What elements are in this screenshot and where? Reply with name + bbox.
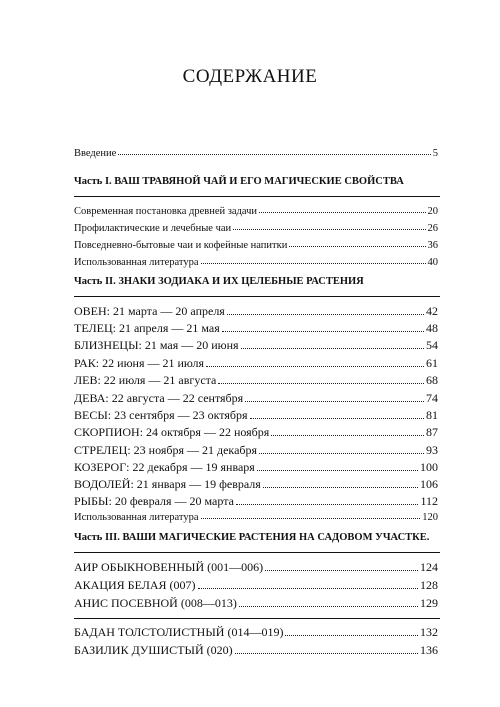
dot-leader	[201, 263, 426, 264]
dot-leader	[259, 453, 424, 454]
dot-leader	[236, 504, 419, 505]
dot-leader	[198, 588, 418, 589]
toc-entry-label: Введение	[74, 148, 117, 159]
toc-entry-label: РАК: 22 июня — 21 июля	[74, 356, 205, 370]
toc-entry[interactable]	[74, 321, 438, 336]
toc-entry[interactable]	[74, 494, 438, 509]
toc-entry-page: 129	[420, 596, 438, 610]
toc-entry-label: АНИС ПОСЕВНОЙ (008—013)	[74, 596, 237, 610]
dot-leader	[259, 212, 425, 213]
dot-leader	[201, 518, 421, 519]
toc-entry-page: 48	[426, 321, 438, 335]
dot-leader	[271, 435, 424, 436]
dot-leader	[233, 229, 425, 230]
toc-entry[interactable]	[74, 578, 438, 593]
toc-entry[interactable]	[74, 240, 438, 251]
toc-entry-page: 54	[426, 338, 438, 352]
toc-entry-page: 26	[427, 223, 438, 234]
dot-leader	[289, 246, 425, 247]
dot-leader	[227, 314, 424, 315]
toc-entry-page: 87	[426, 425, 438, 439]
toc-entry[interactable]	[74, 425, 438, 440]
dot-leader	[265, 570, 418, 571]
page-title: СОДЕРЖАНИЕ	[182, 66, 318, 87]
dot-leader	[235, 653, 418, 654]
toc-entry[interactable]	[74, 373, 438, 388]
toc-entry[interactable]	[74, 304, 438, 319]
toc-entry-label: Профилактические и лечебные чаи	[74, 223, 232, 234]
dot-leader	[222, 331, 424, 332]
dot-leader	[257, 470, 418, 471]
toc-entry-page: 124	[420, 560, 438, 574]
toc-entry-page: 68	[426, 373, 438, 387]
toc-entry-page: 128	[420, 578, 438, 592]
toc-entry[interactable]	[74, 206, 438, 217]
dot-leader	[118, 154, 430, 155]
toc-entry-page: 5	[432, 148, 438, 159]
toc-entry-page: 93	[426, 443, 438, 457]
dot-leader	[245, 401, 424, 402]
toc-entry[interactable]	[74, 512, 438, 523]
toc-entry[interactable]	[74, 223, 438, 234]
toc-entry-label: БАЗИЛИК ДУШИСТЫЙ (020)	[74, 643, 233, 657]
toc-entry-page: 74	[426, 391, 438, 405]
toc-entry-label: ЛЕВ: 22 июля — 21 августа	[74, 373, 217, 387]
divider	[74, 196, 440, 197]
toc-entry[interactable]	[74, 356, 438, 371]
toc-entry-label: КОЗЕРОГ: 22 декабря — 19 января	[74, 460, 255, 474]
toc-entry[interactable]	[74, 257, 438, 268]
dot-leader	[241, 348, 424, 349]
toc-entry-page: 40	[427, 257, 438, 268]
toc-entry-page: 61	[426, 356, 438, 370]
toc-entry[interactable]	[74, 443, 438, 458]
toc-entry-label: СТРЕЛЕЦ: 23 ноября — 21 декабря	[74, 443, 258, 457]
toc-entry-label: БЛИЗНЕЦЫ: 21 мая — 20 июня	[74, 338, 239, 352]
toc-entry-page: 20	[427, 206, 438, 217]
toc-entry-page: 112	[420, 494, 438, 508]
toc-entry-label: Современная постановка древней задачи	[74, 206, 258, 217]
part-3-heading: Часть III. ВАШИ МАГИЧЕСКИЕ РАСТЕНИЯ НА САДОВОМ УЧАСТКЕ.	[74, 532, 430, 543]
toc-entry-label: Использованная литература	[74, 257, 199, 268]
dot-leader	[239, 606, 418, 607]
toc-entry[interactable]	[74, 643, 438, 658]
toc-entry[interactable]	[74, 338, 438, 353]
dot-leader	[250, 418, 425, 419]
dot-leader	[285, 635, 418, 636]
toc-entry-intro[interactable]	[74, 148, 438, 159]
toc-entry-label: РЫБЫ: 20 февраля — 20 марта	[74, 494, 234, 508]
toc-entry[interactable]	[74, 596, 438, 611]
toc-entry-label: ОВЕН: 21 марта — 20 апреля	[74, 304, 225, 318]
toc-entry-label: Повседневно-бытовые чаи и кофейные напитки	[74, 240, 288, 251]
toc-entry-page: 36	[427, 240, 438, 251]
dot-leader	[218, 383, 424, 384]
part-1-heading: Часть I. ВАШ ТРАВЯНОЙ ЧАЙ И ЕГО МАГИЧЕСКИЕ СВОЙСТВА	[74, 176, 404, 187]
dot-leader	[263, 487, 418, 488]
toc-entry-page: 100	[420, 460, 438, 474]
toc-entry-label: Использованная литература	[74, 512, 199, 523]
part-2-heading: Часть II. ЗНАКИ ЗОДИАКА И ИХ ЦЕЛЕБНЫЕ РАСТЕНИЯ	[74, 276, 364, 287]
toc-entry-page: 132	[420, 625, 438, 639]
divider	[74, 552, 440, 553]
toc-entry-label: ВОДОЛЕЙ: 21 января — 19 февраля	[74, 477, 261, 491]
dot-leader	[206, 366, 424, 367]
toc-entry-label: ВЕСЫ: 23 сентября — 23 октября	[74, 408, 248, 422]
toc-entry-label: СКОРПИОН: 24 октября — 22 ноября	[74, 425, 270, 439]
toc-entry-label: БАДАН ТОЛСТОЛИСТНЫЙ (014—019)	[74, 625, 284, 639]
toc-entry-label: ТЕЛЕЦ: 21 апреля — 21 мая	[74, 321, 220, 335]
toc-entry-page: 120	[422, 512, 438, 523]
toc-entry-label: АКАЦИЯ БЕЛАЯ (007)	[74, 578, 196, 592]
toc-entry[interactable]	[74, 460, 438, 475]
toc-entry-page: 106	[420, 477, 438, 491]
toc-entry[interactable]	[74, 625, 438, 640]
toc-entry-label: ДЕВА: 22 августа — 22 сентября	[74, 391, 244, 405]
toc-entry-page: 136	[420, 643, 438, 657]
toc-entry[interactable]	[74, 391, 438, 406]
toc-entry[interactable]	[74, 560, 438, 575]
toc-entry-label: АИР ОБЫКНОВЕННЫЙ (001—006)	[74, 560, 264, 574]
toc-entry[interactable]	[74, 408, 438, 423]
divider	[74, 296, 440, 297]
toc-entry-page: 42	[426, 304, 438, 318]
toc-entry-page: 81	[426, 408, 438, 422]
divider	[74, 618, 440, 619]
toc-entry[interactable]	[74, 477, 438, 492]
